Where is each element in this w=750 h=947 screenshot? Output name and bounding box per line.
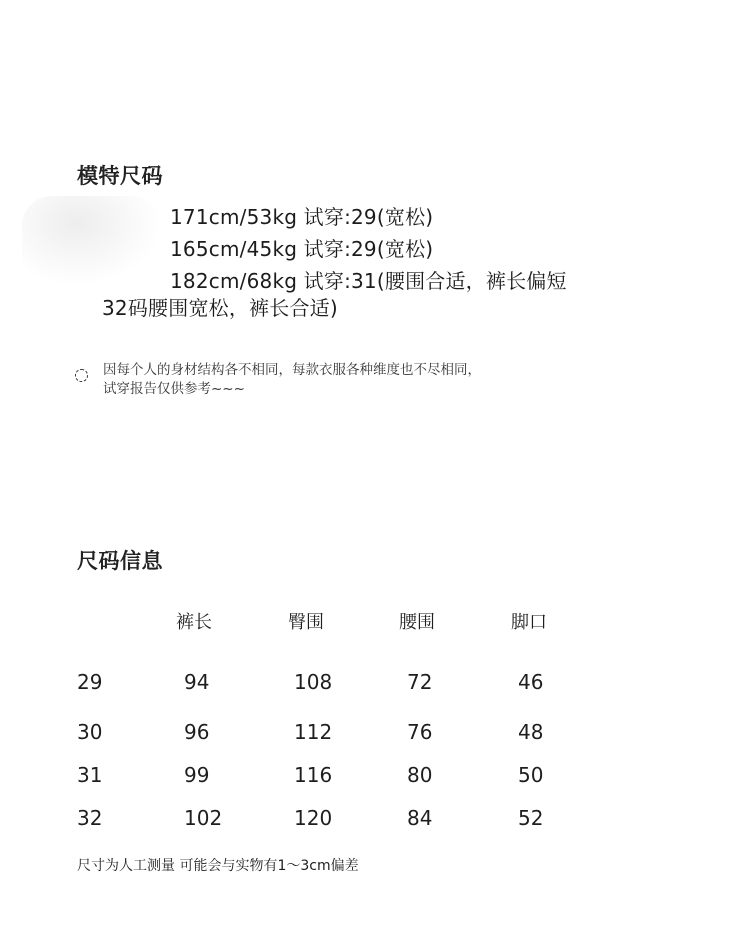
notice-line-2: 试穿报告仅供参考~~~	[103, 381, 245, 397]
measurement-footnote: 尺寸为人工测量 可能会与实物有1～3cm偏差	[77, 858, 359, 874]
size-cell: 29	[77, 670, 103, 694]
hip-cell: 112	[294, 720, 333, 744]
length-cell: 96	[184, 720, 210, 744]
length-cell: 102	[184, 806, 223, 830]
decorative-smudge	[22, 196, 162, 286]
size-info-title: 尺码信息	[77, 549, 163, 573]
hip-cell: 120	[294, 806, 333, 830]
size-cell: 30	[77, 720, 103, 744]
header-waist: 腰围	[399, 612, 435, 633]
size-cell: 31	[77, 763, 103, 787]
model-line-1: 171cm/53kg 试穿:29(宽松)	[170, 205, 434, 229]
waist-cell: 80	[407, 763, 433, 787]
model-line-3: 182cm/68kg 试穿:31(腰围合适，裤长偏短	[170, 269, 567, 293]
size-cell: 32	[77, 806, 103, 830]
model-line-4: 32码腰围宽松，裤长合适)	[102, 296, 338, 320]
header-hip: 臀围	[288, 612, 324, 633]
waist-cell: 72	[407, 670, 433, 694]
hip-cell: 116	[294, 763, 333, 787]
hip-cell: 108	[294, 670, 333, 694]
notice-line-1: 因每个人的身材结构各不相同，每款衣服各种维度也不尽相同，	[103, 362, 481, 378]
hem-cell: 52	[518, 806, 544, 830]
length-cell: 99	[184, 763, 210, 787]
hem-cell: 50	[518, 763, 544, 787]
header-hem: 脚口	[511, 612, 547, 633]
model-size-title: 模特尺码	[77, 164, 163, 188]
waist-cell: 84	[407, 806, 433, 830]
dashed-circle-icon	[75, 369, 88, 382]
model-line-2: 165cm/45kg 试穿:29(宽松)	[170, 237, 434, 261]
hem-cell: 48	[518, 720, 544, 744]
waist-cell: 76	[407, 720, 433, 744]
hem-cell: 46	[518, 670, 544, 694]
header-length: 裤长	[176, 612, 212, 633]
length-cell: 94	[184, 670, 210, 694]
